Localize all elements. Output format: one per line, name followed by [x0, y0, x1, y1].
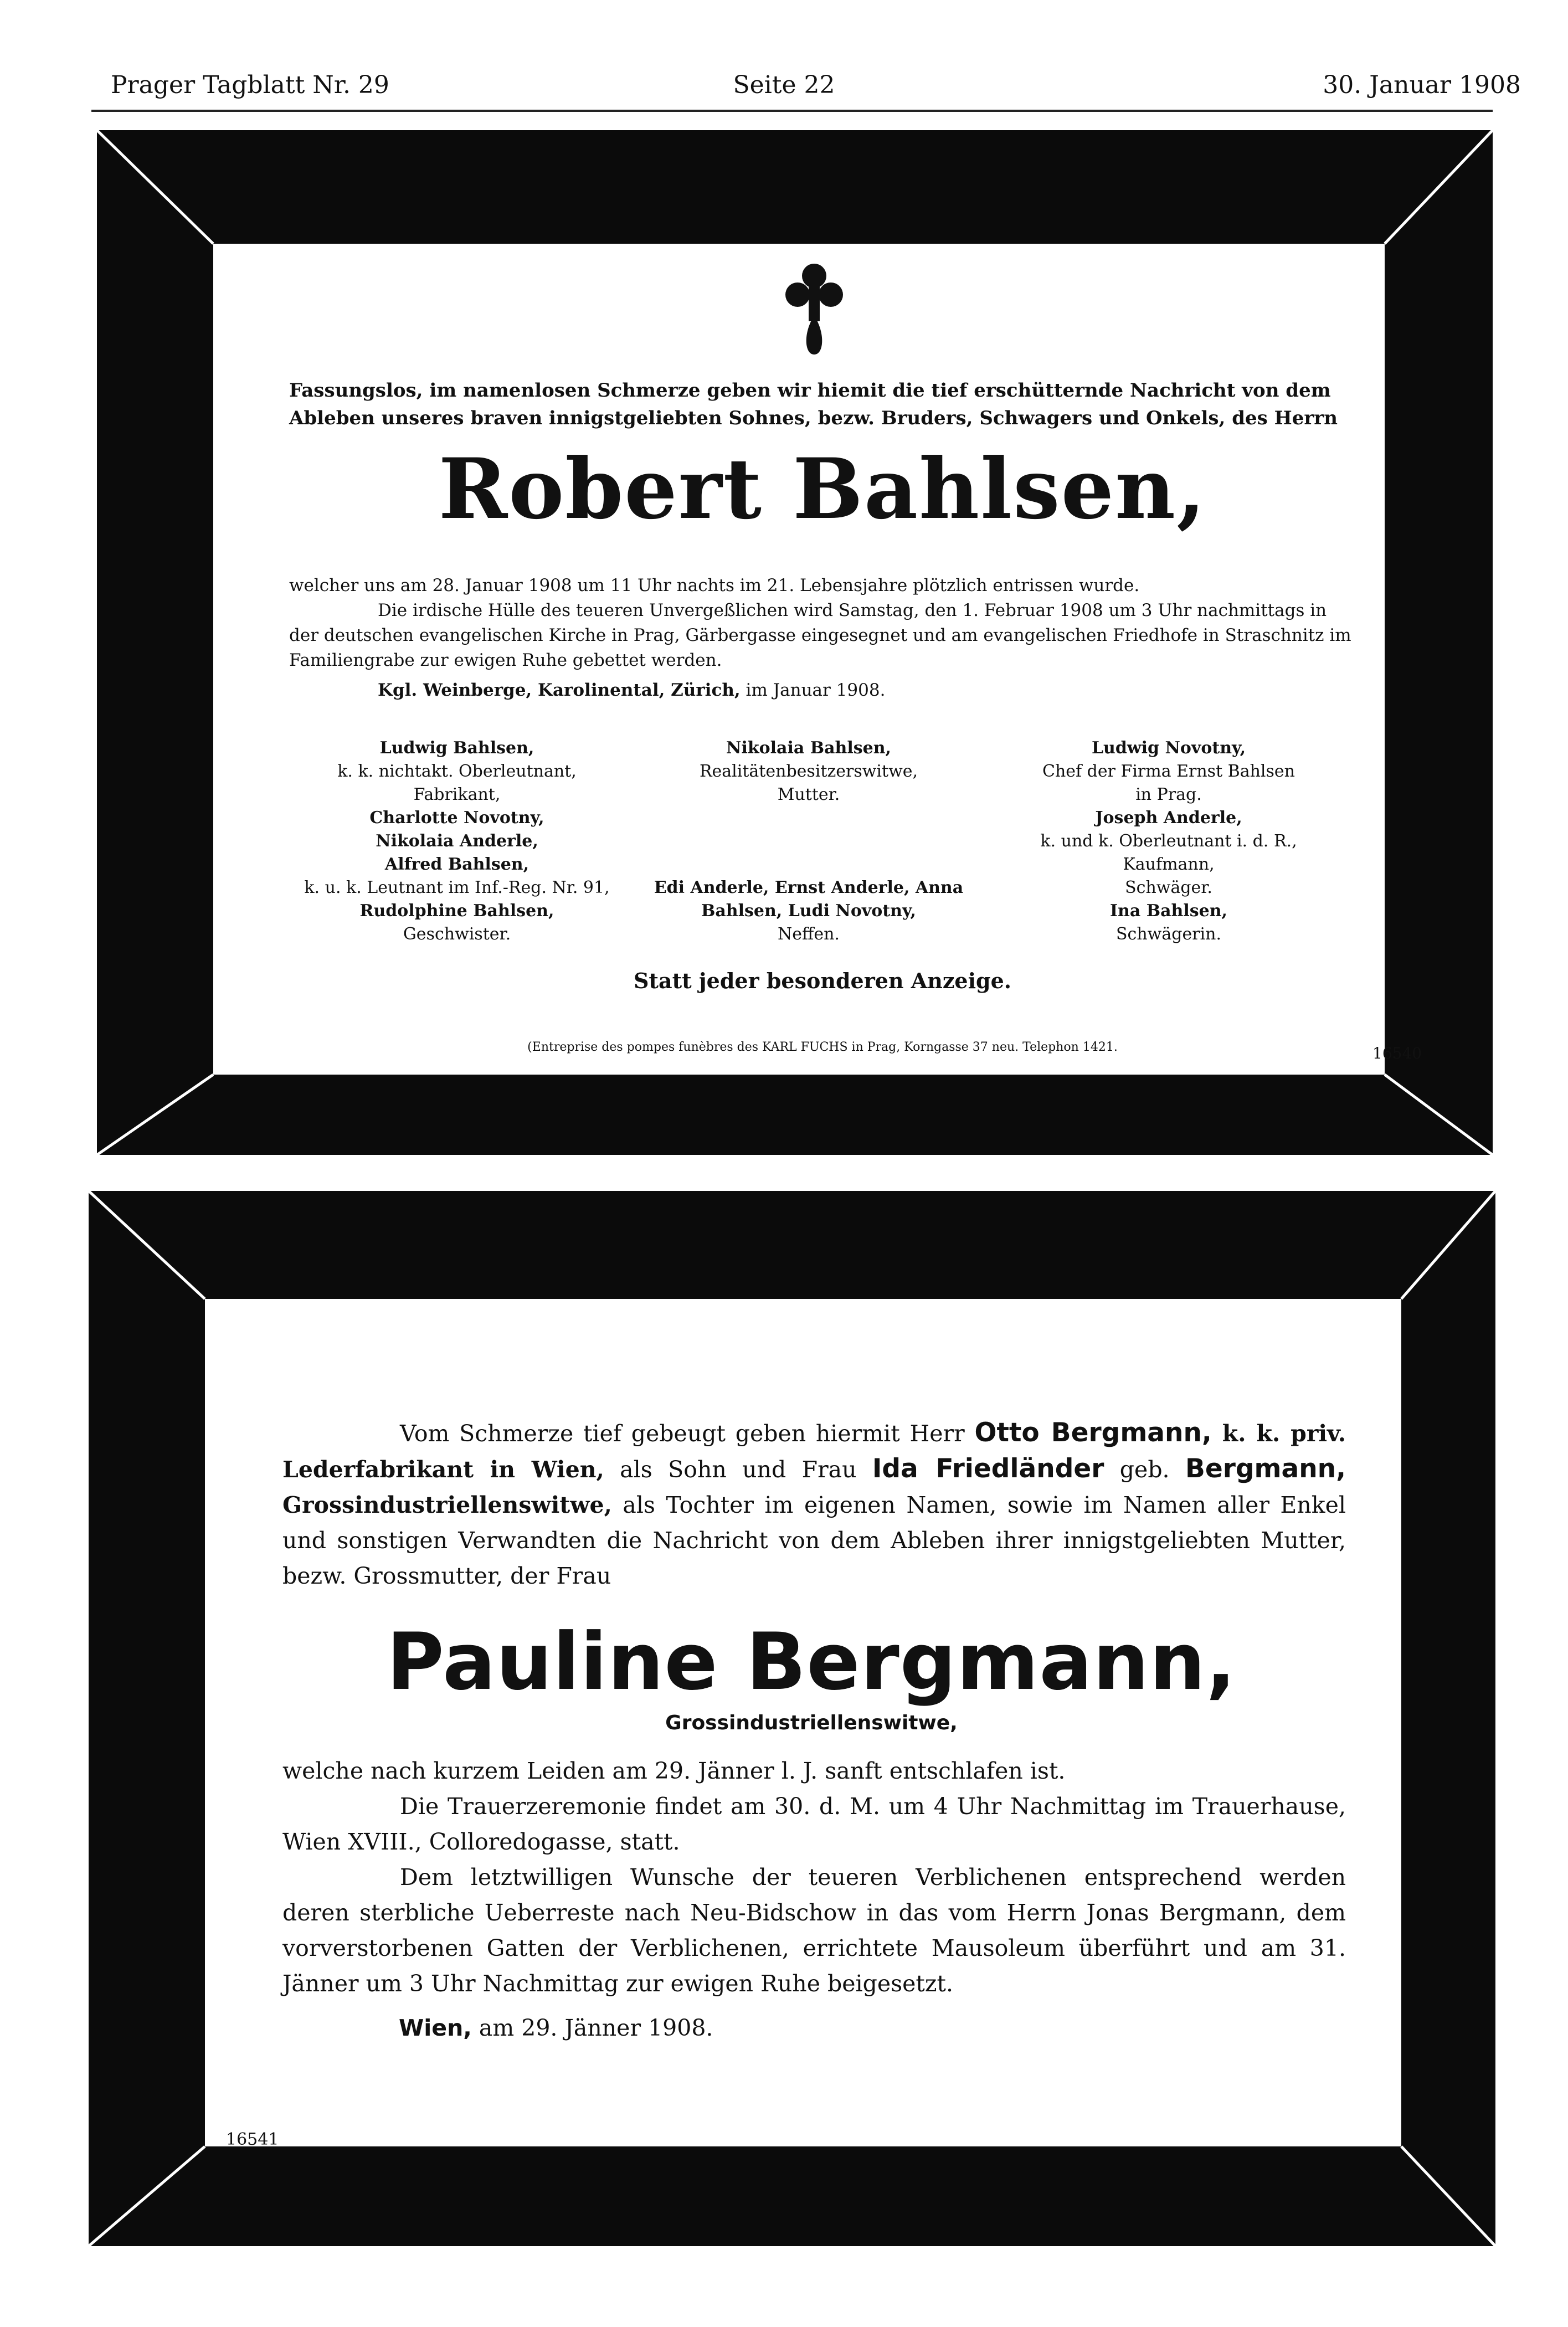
notice2-line2: Die Trauerzeremonie findet am 30. d. M. um 4 Uhr Nachmittag im Trauerhause, Wien XVIII., Colloredogasse, statt.	[282, 1793, 1346, 1855]
notice2-line1: welche nach kurzem Leiden am 29. Jänner l. J. sanft entschlafen ist.	[282, 1758, 1066, 1784]
signature-line	[631, 830, 986, 853]
notice1-statt: Statt jeder besonderen Anzeige.	[633, 968, 1012, 993]
notice1-line1: welcher uns am 28. Januar 1908 um 11 Uhr nachts im 21. Lebensjahre plötzlich entrissen wurde.	[289, 576, 1140, 595]
header-rule	[91, 110, 1493, 112]
signature-line: Kaufmann,	[1123, 855, 1215, 874]
cross-ornament-icon	[781, 260, 847, 360]
signature-line: Mutter.	[777, 785, 840, 804]
signature-line: k. und k. Oberleutnant i. d. R.,	[1040, 831, 1297, 851]
notice2-daughter-name: Ida Friedländer	[872, 1453, 1104, 1484]
notice1-date: im Januar 1908.	[740, 680, 886, 700]
header-date: 30. Januar 1908	[1323, 71, 1521, 99]
notice2-place: Wien,	[399, 2015, 472, 2041]
notice2-intro	[282, 1415, 1346, 1594]
notice2-number: 16541	[226, 2130, 279, 2149]
notice1-column-siblings	[288, 737, 626, 946]
notice1-column-mother	[631, 737, 986, 946]
signature-line: Ludwig Bahlsen,	[379, 738, 534, 758]
header-publication: Prager Tagblatt Nr. 29	[111, 71, 389, 99]
notice2-daughter-maiden: Bergmann,	[1185, 1453, 1346, 1484]
signature-line: Joseph Anderle,	[1095, 808, 1242, 828]
notice1-place: Kgl. Weinberge, Karolinental, Zürich,	[378, 680, 741, 700]
notice2-text-i: als Tochter im eigenen Namen, sowie im Namen aller Enkel und sonstigen Verwandten die Nachricht von dem Ableben ihrer innigstgeliebten Mutter, bezw. Grossmutter, der Frau	[282, 1492, 1346, 1589]
signature-line: k. u. k. Leutnant im Inf.-Reg. Nr. 91,	[304, 878, 610, 897]
signature-line: Alfred Bahlsen,	[384, 855, 529, 874]
signature-line: Nikolaia Bahlsen,	[726, 738, 891, 758]
signature-line: Schwägerin.	[1116, 924, 1221, 944]
signature-line: Rudolphine Bahlsen,	[359, 901, 554, 921]
signature-line: Ina Bahlsen,	[1110, 901, 1227, 921]
notice2-daughter-title: Grossindustriellenswitwe,	[282, 1492, 612, 1518]
signature-line: Neffen.	[778, 924, 840, 944]
notice1-column-inlaws	[991, 737, 1346, 946]
signature-line: in Prag.	[1135, 785, 1202, 804]
notice2-son-title: k. k. priv. Lederfabrikant in Wien,	[282, 1420, 1346, 1483]
signature-line	[631, 853, 986, 876]
signature-line: Nikolaia Anderle,	[376, 831, 538, 851]
notice1-undertaker: (Entreprise des pompes funèbres des KARL FUCHS in Prag, Korngasse 37 neu. Telephon 1421.	[527, 1040, 1118, 1054]
notice2-text-f: geb.	[1104, 1456, 1185, 1483]
notice1-line2: Die irdische Hülle des teueren Unvergeßlichen wird Samstag, den 1. Februar 1908 um 3 Uhr nachmittags in der deutschen evangelischen Kirche in Prag, Gärbergasse eingesegnet und am evangelischen Friedhofe in Straschnitz im Familiengrabe zur ewigen Ruhe gebettet werden.	[289, 600, 1351, 670]
signature-line: Edi Anderle, Ernst Anderle, Anna	[654, 878, 964, 897]
header-page-number: Seite 22	[733, 71, 835, 99]
notice2-place-date	[399, 2015, 713, 2041]
notice2-text-d: als Sohn und Frau	[604, 1456, 872, 1483]
signature-line: Geschwister.	[403, 924, 511, 944]
notice2-paragraph	[282, 1415, 1346, 1594]
notice2-son-name: Otto Bergmann,	[974, 1417, 1212, 1448]
signature-line: Charlotte Novotny,	[369, 808, 544, 828]
signature-line: Fabrikant,	[413, 785, 501, 804]
notice2-date: am 29. Jänner 1908.	[471, 2015, 713, 2041]
notice2-line3: Dem letztwilligen Wunsche der teueren Verblichenen entsprechend werden deren sterbliche Ueberreste nach Neu-Bidschow in das vom Herrn Jonas Bergmann, dem vorverstorbenen Gatten der Verblichenen, errichtete Mausoleum überführt und am 31. Jänner um 3 Uhr Nachmittag zur ewigen Ruhe beigesetzt.	[282, 1864, 1346, 1997]
notice1-body	[289, 573, 1353, 673]
signature-line	[631, 807, 986, 830]
notice1-deceased-name: Robert Bahlsen,	[438, 440, 1207, 538]
notice2-body	[282, 1753, 1346, 2001]
signature-line: k. k. nichtakt. Oberleutnant,	[337, 762, 577, 781]
notice1-number: 16540	[1372, 1044, 1422, 1062]
signature-line: Chef der Firma Ernst Bahlsen	[1042, 762, 1295, 781]
signature-line: Ludwig Novotny,	[1091, 738, 1246, 758]
notice1-place-date	[378, 680, 885, 700]
signature-line: Bahlsen, Ludi Novotny,	[701, 901, 916, 921]
notice2-subtitle: Grossindustriellenswitwe,	[665, 1712, 958, 1734]
notice1-intro: Fassungslos, im namenlosen Schmerze geben wir hiemit die tief erschütternde Nachricht von dem Ableben unseres braven innigstgeliebten Sohnes, bezw. Bruders, Schwagers und Onkels, des Herrn	[289, 379, 1338, 429]
notice2-text-a: Vom Schmerze tief gebeugt geben hiermit Herr	[400, 1420, 975, 1447]
signature-line: Realitätenbesitzerswitwe,	[699, 762, 918, 781]
signature-line: Schwäger.	[1125, 878, 1212, 897]
notice2-deceased-name: Pauline Bergmann,	[386, 1616, 1237, 1708]
